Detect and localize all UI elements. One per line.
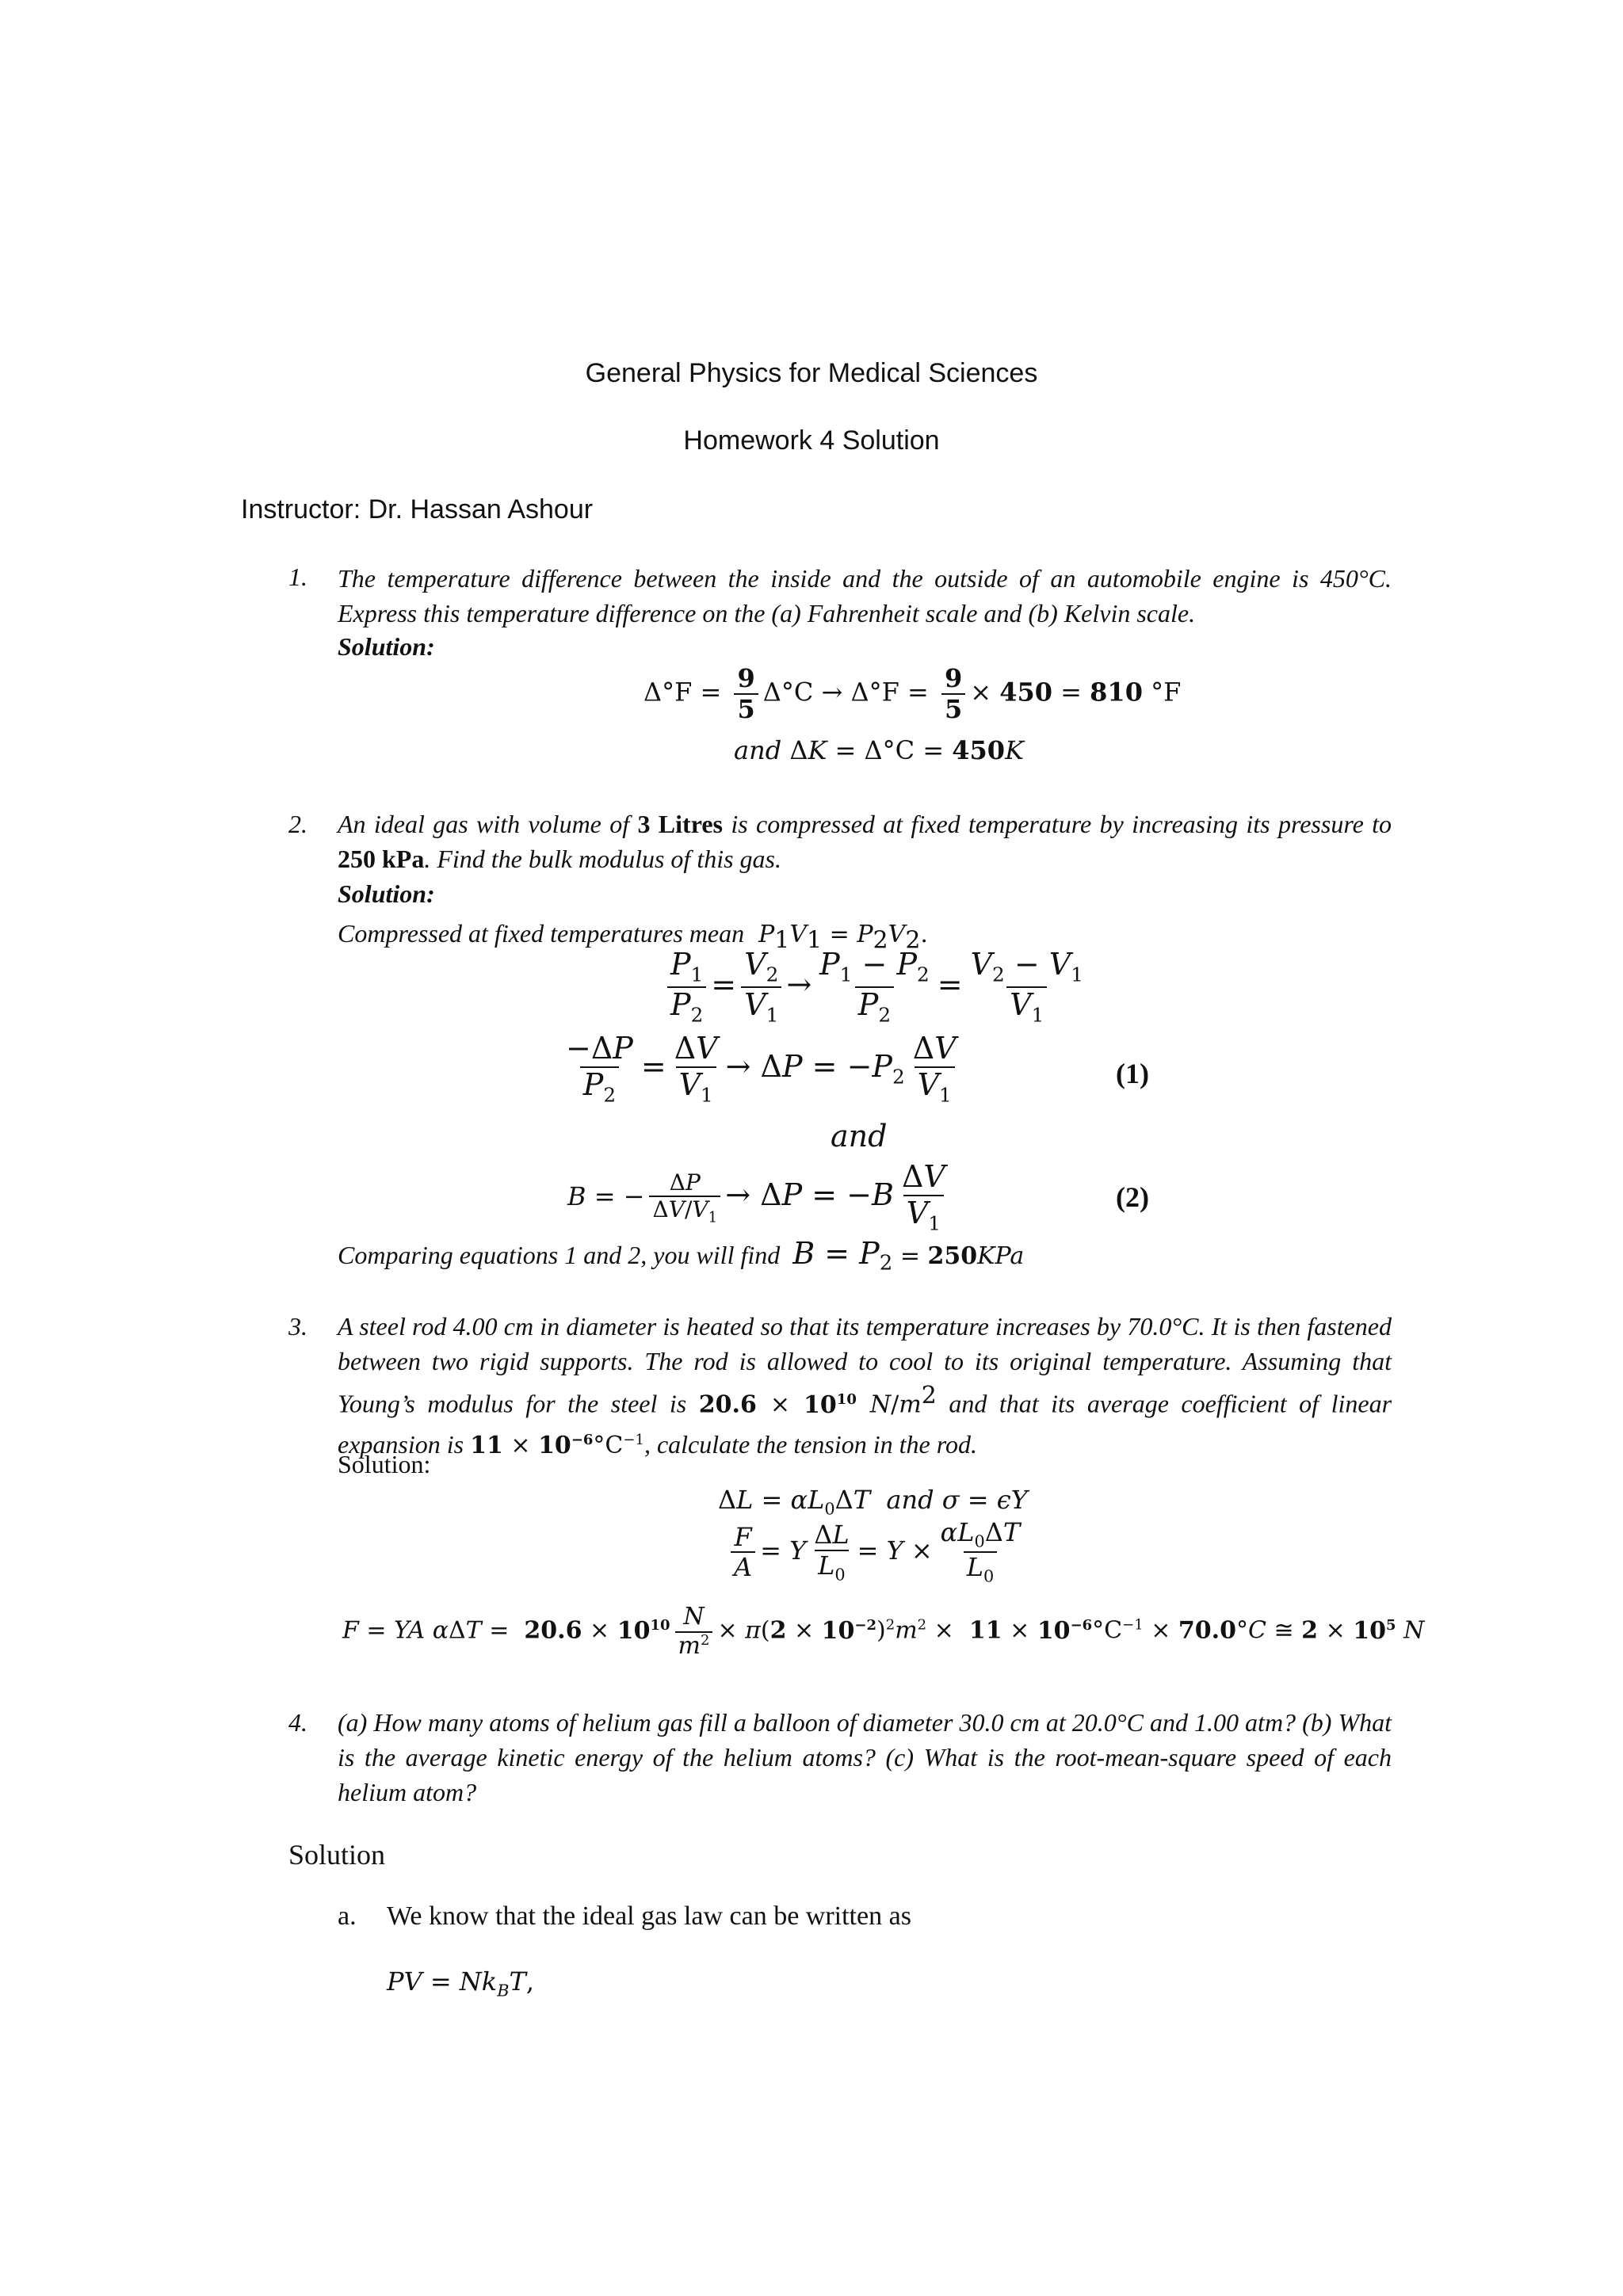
equation-2: B = − $\frac{\Delta P}{\Delta V/V_1}$ → ΔP = −B $\frac{\Delta V}{V_1}$ [567,1159,945,1235]
equation-ratio: $\frac{P_1}{P_2}$ = $\frac{V_2}{V_1}$ → $\frac{P_1 - P_2}{P_2}$ = $\frac{V_2 - V_1}{V_1}$ [663,948,1091,1027]
problem-3-text-c: , calculate the tension in the rod. [643,1429,977,1459]
equation-force: F = YA $\alpha\Delta T = 20.6 \times 10^{10}$ $\frac{N}{m^2}$ × $\pi(2 \times 10^{-2})^2m^2 \times 11 \times 10^{-6}^\circ C^{-1} \times 70.0^\circ C$ ≅ $2 \times 10^5$ N [342,1603,1425,1660]
problem-2-solution-label: Solution: [338,879,435,908]
comparing-line: Comparing equations 1 and 2, you will find $B = P_2 = 250KPa$ [338,1236,1025,1276]
problem-2-pressure: 250 kPa [338,845,425,873]
equation-1: $\frac{-\Delta P}{P_2}$ = $\frac{\Delta V}{V_1}$ → $\Delta P = -P_2$ $\frac{\Delta V}{V_1}$ [566,1031,957,1107]
equation-1-label: (1) [1116,1058,1149,1089]
problem-3-text: A steel rod 4.00 cm in diameter is heated so that its temperature increases by 70.0°C. It is then fastened between two rigid supports. The rod is allowed to cool to its original temperature. Assuming that Young’s modulus for the steel is $20.6 \times 10^{10}$ $N/m^2$ and that its average coefficient of linear expansion is $11 \times 10^{-6}^\circ C^{-1}$, calculate the tension in the rod. [338,1312,1392,1459]
problem-2-text-b: is compressed at fixed temperature by increasing its pressure to [731,810,1392,838]
problem-3-text-b: and that its average coefficient of linear expansion is [338,1389,1392,1459]
problem-3-solution-label: Solution: [338,1450,431,1478]
and-word: and [831,1119,888,1154]
problem-1-number: 1. [288,563,307,591]
part-a-text: We know that the ideal gas law can be written as [387,1901,911,1931]
problem-2-text [338,807,1392,876]
course-title: General Physics for Medical Sciences [585,358,1038,388]
problem-2-number: 2. [288,810,307,838]
problem-1-solution-label: Solution: [338,632,435,661]
problem-4-solution-heading: Solution [288,1839,386,1871]
young-modulus-value: 20.6 [698,1390,757,1419]
problem-3-text-a: A steel rod 4.00 cm in diameter is heated so that its temperature increases by 70.0°C. It is then fastened between two rigid supports. The rod is allowed to cool to its original temperature. Assuming that Young’s modulus for the steel is [338,1312,1392,1418]
compressed-text: Compressed at fixed temperatures mean [338,919,745,948]
problem-2-compressed-line: Compressed at fixed temperatures mean $P_1V_1 = P_2V_2$. [338,919,928,955]
problem-1-text: The temperature difference between the inside and the outside of an automobile engine is 450°C. Express this temperature difference on the (a) Fahrenheit scale and (b) Kelvin scale. [338,564,1392,627]
equation-fahrenheit: Δ°F = $\frac{9}{5}$ Δ°C → Δ°F = $\frac{9}{5}$ × 450 = 810 °F [643,663,1182,724]
part-a-label: a. [338,1901,357,1931]
instructor-line: Instructor: Dr. Hassan Ashour [241,494,594,524]
equation-kelvin: and ΔK = Δ°C = 450K [734,735,1024,765]
problem-4-text: (a) How many atoms of helium gas fill a balloon of diameter 30.0 cm at 20.0°C and 1.00 atm? (b) What is the average kinetic energy of the helium atoms? (c) What is the root-mean-square speed of each helium atom? [338,1708,1392,1806]
problem-3-number: 3. [288,1312,307,1341]
problem-2-volume: 3 Litres [637,810,723,838]
equation-stress: $\frac{F}{A}$ = Y $\frac{\Delta L}{L_0}$ = Y × $\frac{\alpha L_0\Delta T}{L_0}$ [726,1518,1028,1587]
homework-title: Homework 4 Solution [683,425,940,456]
equation-2-label: (2) [1116,1181,1149,1213]
comparing-text: Comparing equations 1 and 2, you will find [338,1241,781,1269]
problem-2-text-c: . Find the bulk modulus of this gas. [424,845,781,873]
equation-expansion: $\Delta L = \alpha L_0\Delta T$ and σ = ϵY [718,1485,1028,1519]
equation-ideal-gas: PV = $Nk_BT$, [387,1966,534,2000]
problem-4-number: 4. [288,1708,307,1737]
problem-2-text-a: An ideal gas with volume of [338,810,630,838]
